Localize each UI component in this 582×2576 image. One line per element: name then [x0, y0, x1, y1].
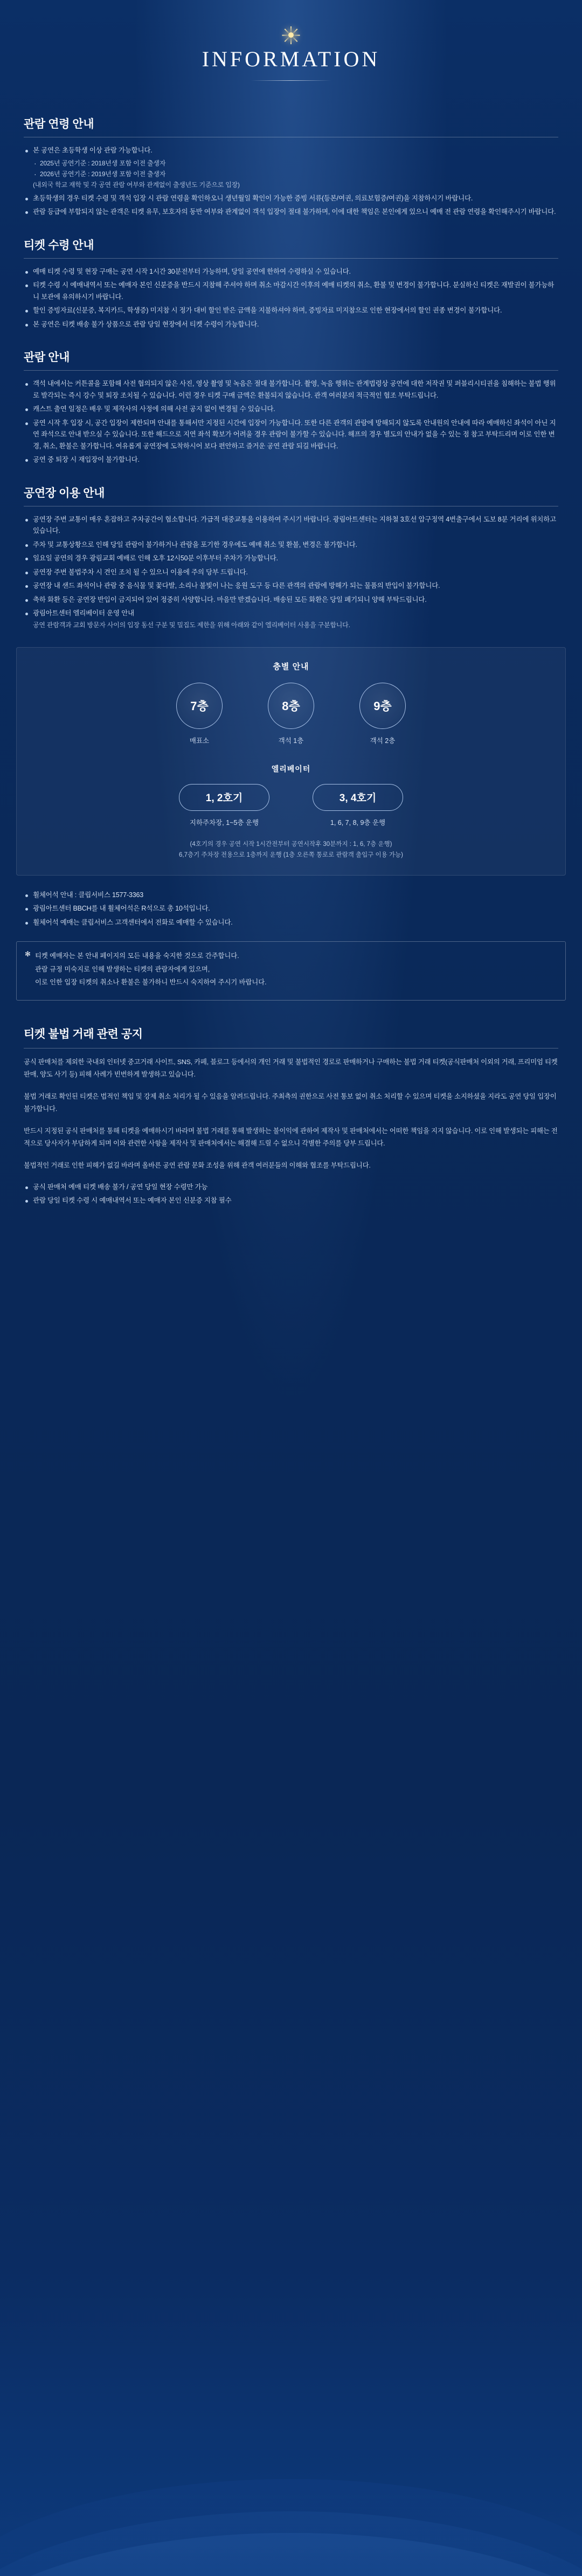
- floor-guide-title: 층별 안내: [273, 662, 309, 671]
- list-item: 공연 중 퇴장 시 재입장이 불가합니다.: [24, 454, 558, 466]
- section-venue-guide: [0, 484, 582, 631]
- venue-guide-list: [24, 514, 558, 631]
- elevator-unit-badge: 1, 2호기: [179, 784, 269, 811]
- list-item-text: 광림아트센터 엘리베이터 운영 안내: [33, 609, 134, 617]
- section-title: 공연장 이용 안내: [24, 487, 105, 499]
- list-item-text: 본 공연은 초등학생 이상 관람 가능합니다.: [33, 147, 153, 154]
- list-item: 객석 내에서는 커튼콜을 포함해 사전 협의되지 않은 사진, 영상 촬영 및 녹음은 절대 불가합니다. 촬영, 녹음 행위는 관계법령상 공연에 대한 저작권 및 퍼블리시티권을 침해하는 불법 행위로 발각되는 즉시 강수 및 퇴장 조치될 수 있습니다. 이런 경우 티켓 구매 금액은 환불되지 않습니다. 관객 여러분의 적극적인 협조 부탁드립니다.: [24, 378, 558, 401]
- elevator-note-2: 6,7층기 주차장 전용으로 1층까지 운행 (1층 오른쪽 통로로 관람객 출입구 이용 가능): [179, 852, 403, 859]
- list-item: [24, 608, 558, 630]
- wheelchair-list: [24, 890, 558, 929]
- elevator-unit-desc: 1, 6, 7, 8, 9층 운행: [330, 818, 386, 827]
- floor-item-9: [359, 683, 406, 745]
- section-divider: [24, 1048, 558, 1049]
- list-item: 공연장 내 샌드 좌석이나 관람 중 음식물 및 꽃다발, 소리나 불빛이 나는 응원 도구 등 다른 관객의 관람에 방해가 되는 물품의 반입이 불가합니다.: [24, 580, 558, 592]
- elevator-note-1: (4호기의 경우 공연 시작 1시간전부터 공연시작후 30분까지 : 1, 6, 7층 운행): [190, 841, 392, 848]
- ticket-pickup-list: [24, 266, 558, 331]
- notice-line: 관람 규정 미숙지로 인해 발생하는 티켓의 관람자에게 있으며,: [35, 965, 210, 973]
- section-illegal-trade: [0, 1025, 582, 1207]
- list-item: 할인 증빙자료(신분증, 복지카드, 학생증) 미지참 시 정가 대비 할인 받은 금액을 지불하셔야 하며, 증빙자료 미지참으로 인한 현장에서의 할인 권종 변경이 불가합니다.: [24, 305, 558, 317]
- sub-list-item: · 2026년 공연기준 : 2019년생 포함 이전 출생자: [33, 169, 558, 179]
- list-item: 휠체어석 예매는 클립서비스 고객센터에서 전화로 예매할 수 있습니다.: [24, 917, 558, 929]
- paragraph: 공식 판매처를 제외한 국내외 인터넷 중고거래 사이트, SNS, 카페, 블로그 등에서의 개인 거래 및 불법적인 경로로 판매하거나 구매하는 불법 거래 티켓(공식판매처 이외의 거래, 프리미엄 티켓 판매, 양도 사기 등) 피해 사례가 빈번하게 발생하고 있습니다.: [24, 1058, 558, 1078]
- asterisk-icon: ✻: [25, 950, 31, 959]
- notice-line: 이로 인한 입장 티켓의 취소나 환불은 불가하니 반드시 숙지하여 주시기 바랍니다.: [35, 978, 267, 987]
- paragraph: 불법 거래로 확인된 티켓은 법적인 책임 및 강제 취소 처리가 될 수 있음을 알려드립니다. 주최측의 권한으로 사전 통보 없이 취소 처리할 수 있으며 티켓을 소지하셨을 지라도 공연 당일 입장이 불가합니다.: [24, 1092, 557, 1113]
- list-item: 관람 당일 티켓 수령 시 예매내역서 또는 예매자 본인 신분증 지참 필수: [24, 1195, 558, 1207]
- page-header: [0, 0, 582, 97]
- footer-spacer: [0, 1209, 582, 1290]
- floor-guide-panel: [16, 647, 566, 876]
- section-age-guide: [0, 115, 582, 218]
- section-ticket-pickup: [0, 237, 582, 331]
- decorative-wave-3: [0, 2479, 582, 2576]
- sub-list: [33, 158, 558, 180]
- section-divider: [24, 258, 558, 259]
- list-item: 공연장 주변 불법주차 시 견인 조치 될 수 있으니 이용에 주의 당부 드립니다.: [24, 567, 558, 579]
- list-item: 본 공연은 티켓 배송 불가 상품으로 관람 당일 현장에서 티켓 수령이 가능합니다.: [24, 319, 558, 331]
- elevator-pill-row: [30, 784, 552, 827]
- floor-label: 객석 2층: [370, 737, 396, 745]
- page-title: INFORMATION: [202, 47, 380, 71]
- floor-level-badge: 7층: [176, 683, 223, 729]
- section-divider: [24, 370, 558, 371]
- floor-item-8: [268, 683, 314, 745]
- list-item-note: 공연 관람객과 교회 방문자 사이의 입장 동선 구분 및 밀집도 제한을 위해 아래와 같이 엘리베이터 사용을 구분합니다.: [33, 621, 350, 629]
- floor-circle-row: [30, 683, 552, 745]
- list-item: 일요일 공연의 경우 광림교회 예배로 인해 오후 12시50분 이후부터 주차가 가능합니다.: [24, 553, 558, 565]
- sun-burst-icon: [284, 28, 298, 42]
- list-item: 공식 판매처 예매 티켓 배송 불가 / 공연 당일 현장 수령만 가능: [24, 1182, 558, 1193]
- notice-line: 티켓 예매자는 본 안내 페이지의 모든 내용을 숙지한 것으로 간주합니다.: [35, 952, 239, 960]
- floor-label: 객석 1층: [278, 737, 304, 745]
- paragraph: 반드시 지정된 공식 판매처를 통해 티켓을 예매하시기 바라며 불법 거래를 통해 발생하는 불이익에 관하여 제작사 및 판매처에서는 어떠한 책임을 지지 않습니다. 이로 인해 발생되는 피해는 전적으로 당사자가 부담하게 되며 이와 관련한 사항을 제작사 및 판매처에서는 해결해 드릴 수 없으니 각별한 주의를 당부 드립니다.: [24, 1127, 558, 1147]
- elevator-unit-3-4: [313, 784, 403, 827]
- floor-level-badge: 8층: [268, 683, 314, 729]
- floor-level-badge: 9층: [359, 683, 406, 729]
- floor-label: 매표소: [189, 737, 210, 745]
- section-wheelchair: [0, 890, 582, 929]
- list-item: 초등학생의 경우 티켓 수령 및 객석 입장 시 관람 연령을 확인하오니 생년월일 확인이 가능한 증빙 서류(등본/여권, 의료보험증/여권)을 지참하시기 바랍니다.: [24, 193, 558, 205]
- title-divider: [251, 80, 331, 81]
- list-item: 축하 화환 등은 공연장 반입이 금지되어 있어 정중히 사양합니다. 마음만 받겠습니다. 배송된 모든 화환은 당일 폐기되니 양해 부탁드립니다.: [24, 594, 558, 606]
- notice-box: [16, 941, 566, 1001]
- list-item: 광림아트센터 BBCH를 내 휠체어석은 R석으로 총 10석입니다.: [24, 903, 558, 915]
- viewing-guide-list: [24, 378, 558, 466]
- elevator-unit-1-2: [179, 784, 269, 827]
- list-item: 휠체어석 안내 : 클립서비스 1577-3363: [24, 890, 558, 901]
- list-item: 관람 등급에 부합되지 않는 관객은 티켓 유무, 보호자의 동반 여부와 관계없이 객석 입장이 절대 불가하며, 이에 대한 책임은 본인에게 있으니 예매 전 관람 연령을 확인해주시기 바랍니다.: [24, 206, 558, 218]
- list-item: 티켓 수령 시 예매내역서 또는 예매자 본인 신분증을 반드시 지참해 주셔야 하며 취소 마감시간 이후의 예매 티켓의 취소, 환불 및 변경이 불가합니다. 분실하신 티켓은 재발권이 불가능하니 보관에 유의하시기 바랍니다.: [24, 280, 558, 303]
- elevator-notes: [30, 839, 552, 861]
- list-item: 공연장 주변 교통이 매우 혼잡하고 주차공간이 협소합니다. 가급적 대중교통을 이용하여 주시기 바랍니다. 광림아트센터는 지하철 3호선 압구정역 4번출구에서 도보 8분 거리에 위치하고 있습니다.: [24, 514, 558, 537]
- section-title: 티켓 수령 안내: [24, 239, 94, 252]
- floor-item-7: [176, 683, 223, 745]
- list-item-note: (내외국 학교 재학 및 각 공연 관람 여부와 관계없이 출생년도 기준으로 입장): [33, 181, 240, 189]
- section-viewing-guide: [0, 349, 582, 466]
- list-item: 예매 티켓 수령 및 현장 구매는 공연 시작 1시간 30분전부터 가능하며, 당일 공연에 한하여 수령하실 수 있습니다.: [24, 266, 558, 278]
- paragraph: 불법적인 거래로 인한 피해가 없길 바라며 올바른 공연 관람 문화 조성을 위해 관객 여러분들의 이해와 협조를 부탁드립니다.: [24, 1161, 371, 1169]
- section-title: 관람 안내: [24, 351, 70, 364]
- list-item: [24, 145, 558, 191]
- list-item: 캐스트 출연 일정은 배우 및 제작사의 사정에 의해 사전 공지 없이 변경될 수 있습니다.: [24, 404, 558, 415]
- illegal-tail-list: [24, 1182, 558, 1207]
- elevator-unit-badge: 3, 4호기: [313, 784, 403, 811]
- elevator-title: 엘리베이터: [271, 764, 311, 773]
- age-guide-list: [24, 145, 558, 218]
- section-title: 관람 연령 안내: [24, 118, 94, 130]
- list-item: 주차 및 교통상황으로 인해 당일 관람이 불가하거나 관람을 포기한 경우에도 예매 취소 및 환불, 변경은 불가합니다.: [24, 539, 558, 551]
- sub-list-item: · 2025년 공연기준 : 2018년생 포함 이전 출생자: [33, 158, 558, 169]
- section-title: 티켓 불법 거래 관련 공지: [24, 1027, 143, 1040]
- list-item: 공연 시작 후 입장 시, 공간 입장이 제한되며 안내를 통해서만 지정된 시간에 입장이 가능합니다. 또한 다른 관객의 관람에 방해되지 않도록 안내원의 안내에 따라 예매하신 좌석이 아닌 지연 좌석으로 안내 받으실 수 있습니다. 또한 해드으로 지연 좌석 확보가 어려울 경우 관람이 불가할 수 있습니다. 해프의 경우 별도의 안내가 없을 수 있는 점 참고 부탁드리며 이로 인한 변경, 취소, 환불은 불가합니다. 여유롭게 공연장에 도착하시어 보다 편안하고 즐거운 공연 관람 되길 바랍니다.: [24, 418, 558, 453]
- elevator-unit-desc: 지하주차장, 1~5층 운행: [189, 818, 259, 827]
